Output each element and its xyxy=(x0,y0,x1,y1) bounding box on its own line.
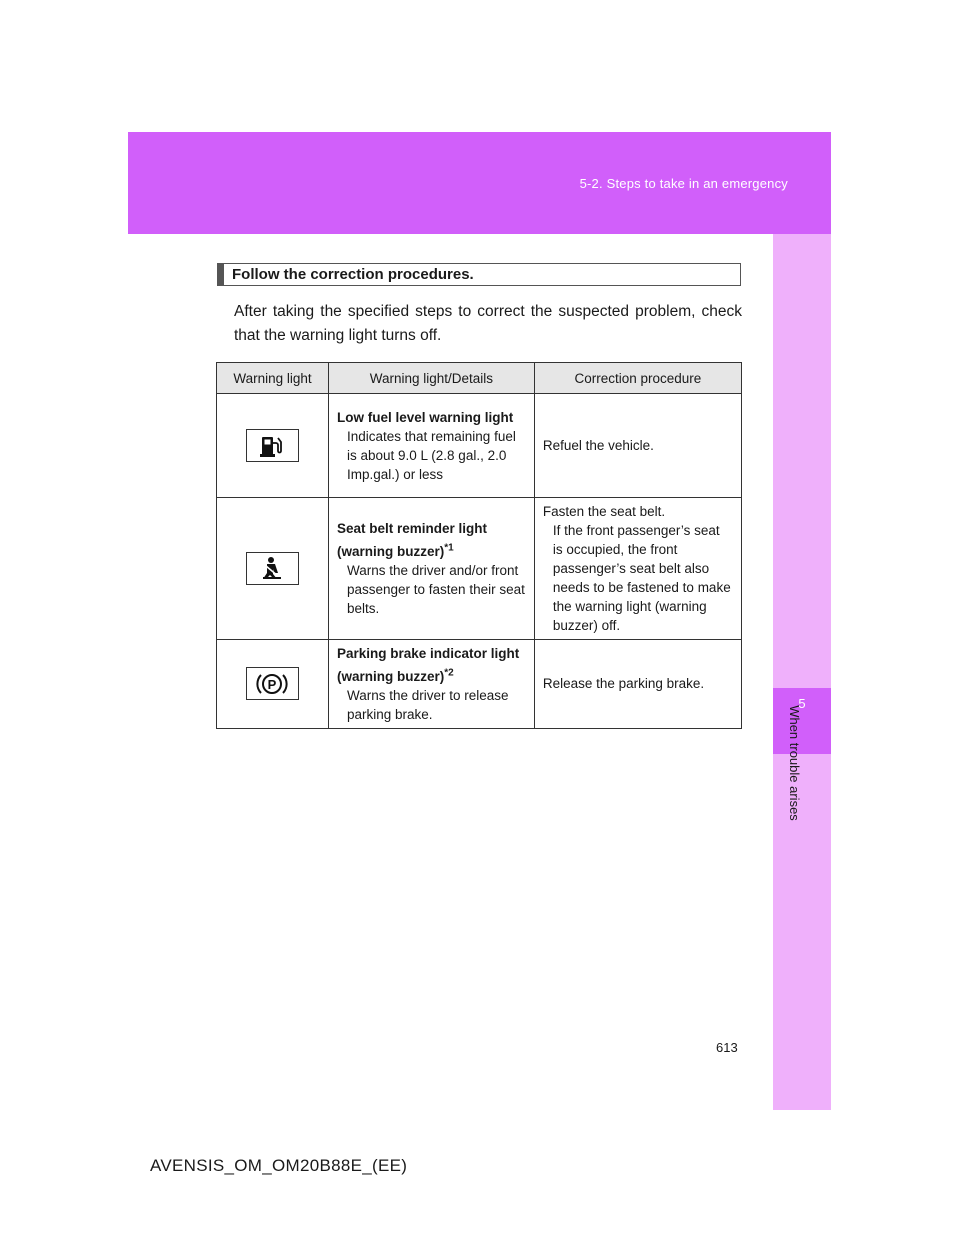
intro-paragraph: After taking the specified steps to correct the suspected problem, check that the warning light turns off. xyxy=(234,303,742,344)
icon-cell xyxy=(217,640,329,729)
correction-cell xyxy=(534,640,741,729)
table-row xyxy=(217,394,742,498)
warning-title: Low fuel level warning light xyxy=(336,409,514,425)
side-tab-label: When trouble arises xyxy=(787,705,802,821)
step-heading xyxy=(217,263,741,286)
parking-brake-icon xyxy=(246,667,299,700)
footnote-mark: *2 xyxy=(444,667,454,678)
side-tab-number: 5 xyxy=(773,688,831,754)
icon-cell xyxy=(217,498,329,640)
correction-main: Refuel the vehicle. xyxy=(542,438,654,453)
fuel-pump-icon xyxy=(246,429,299,462)
correction-cell xyxy=(534,394,741,498)
correction-main: Fasten the seat belt. xyxy=(542,504,666,519)
details-cell xyxy=(328,640,534,729)
icon-cell xyxy=(217,394,329,498)
page-number: 613 xyxy=(716,1040,738,1055)
section-title: 5-2. Steps to take in an emergency xyxy=(579,176,788,191)
side-tab xyxy=(773,234,831,1110)
warning-title-text: Seat belt reminder light (warning buzzer) xyxy=(336,521,488,559)
table-row xyxy=(217,640,742,729)
warning-title xyxy=(337,521,487,559)
step-heading-text: Follow the correction procedures. xyxy=(232,266,474,283)
column-header: Warning light/Details xyxy=(328,363,534,394)
correction-detail: If the front passenger’s seat is occupied, the front passenger’s seat belt also needs to be fastened to make the warning light (warning buzzer) off. xyxy=(552,523,731,633)
details-cell xyxy=(328,498,534,640)
correction-cell xyxy=(534,498,741,640)
column-header: Warning light xyxy=(217,363,329,394)
warning-detail: Indicates that remaining fuel is about 9.0 L (2.8 gal., 2.0 Imp.gal.) or less xyxy=(346,428,516,482)
correction-main: Release the parking brake. xyxy=(542,676,705,692)
table-header-row xyxy=(217,363,742,394)
warning-light-table xyxy=(216,362,742,729)
warning-title-text: Parking brake indicator light (warning buzzer) xyxy=(336,646,520,684)
seat-belt-icon xyxy=(246,552,299,585)
table-row xyxy=(217,498,742,640)
warning-title xyxy=(337,646,519,684)
footnote-mark: *1 xyxy=(444,542,454,554)
warning-detail: Warns the driver and/or front passenger to fasten their seat belts. xyxy=(346,562,525,616)
column-header: Correction procedure xyxy=(534,363,741,394)
details-cell xyxy=(328,394,534,498)
svg-text:P: P xyxy=(268,676,277,692)
warning-detail: Warns the driver to release parking brake. xyxy=(346,687,509,722)
footer-code: AVENSIS_OM_OM20B88E_(EE) xyxy=(150,1156,408,1175)
